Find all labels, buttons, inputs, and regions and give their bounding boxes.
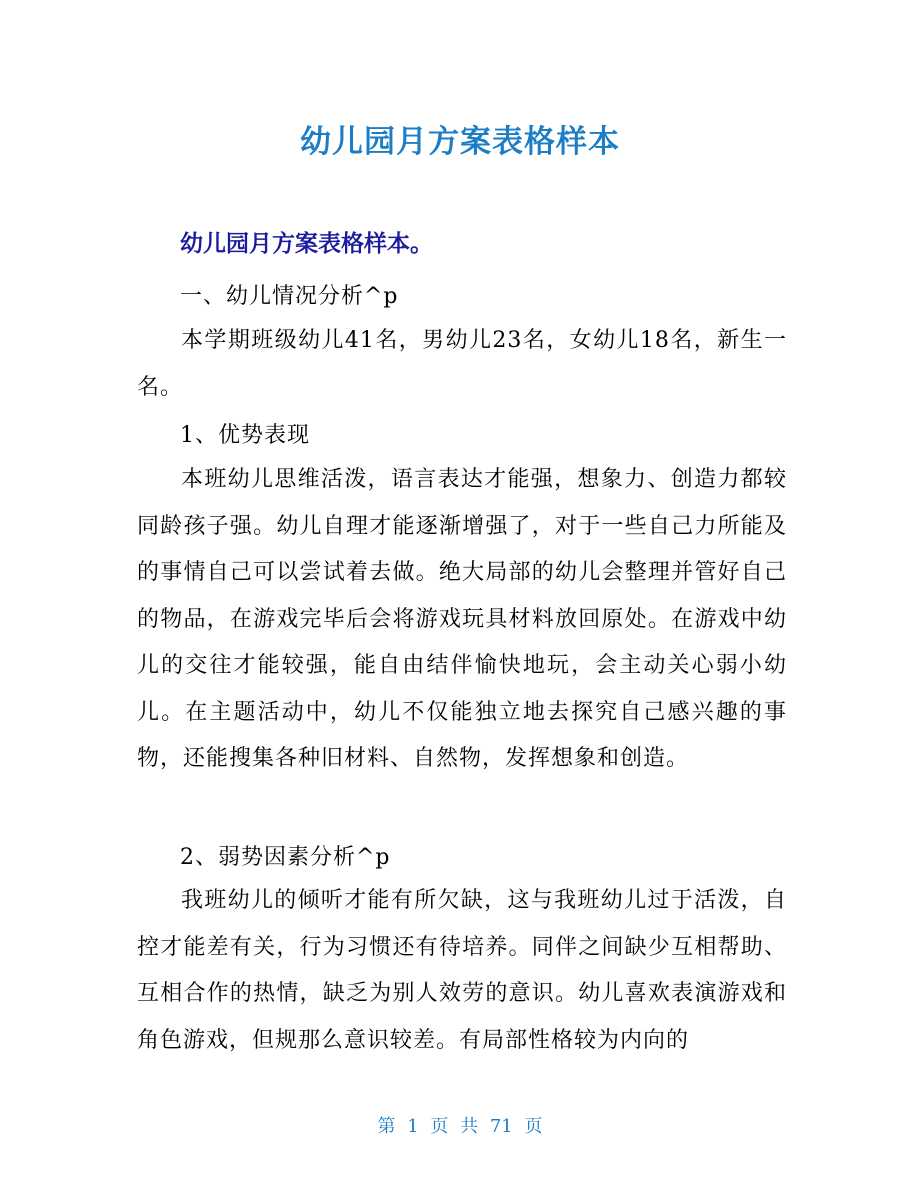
document-title: 幼儿园月方案表格样本 (300, 124, 620, 160)
page-number-footer: 第 1 页 共 71 页 (377, 1116, 543, 1137)
subheading-strengths: 1、优势表现 (180, 423, 310, 448)
paragraph-strengths: 本班幼儿思维活泼，语言表达才能强，想象力、创造力都较同龄孩子强。幼儿自理才能逐渐增强了，对于一些自己力所能及的事情自己可以尝试着去做。绝大局部的幼儿会整理并管好自己的物品，在游戏完毕后会将游戏玩具材料放回原处。在游戏中幼儿的交往才能较强，能自由结伴愉快地玩，会主动关心弱小幼儿。在主题活动中，幼儿不仅能独立地去探究自己感兴趣的事物，还能搜集各种旧材料、自然物，发挥想象和创造。 (137, 467, 787, 771)
paragraph-class-stats: 本学期班级幼儿41名，男幼儿23名，女幼儿18名，新生一名。 (137, 328, 787, 400)
subheading-weaknesses: 2、弱势因素分析^p (180, 845, 391, 870)
document-subtitle: 幼儿园月方案表格样本。 (180, 231, 433, 257)
paragraph-weaknesses: 我班幼儿的倾听才能有所欠缺，这与我班幼儿过于活泼，自控才能差有关，行为习惯还有待培养。同伴之间缺少互相帮助、互相合作的热情，缺乏为别人效劳的意识。幼儿喜欢表演游戏和角色游戏，但规那么意识较差。有局部性格较为内向的 (137, 888, 787, 1053)
section-heading-situation-analysis: 一、幼儿情况分析^p (180, 284, 399, 309)
